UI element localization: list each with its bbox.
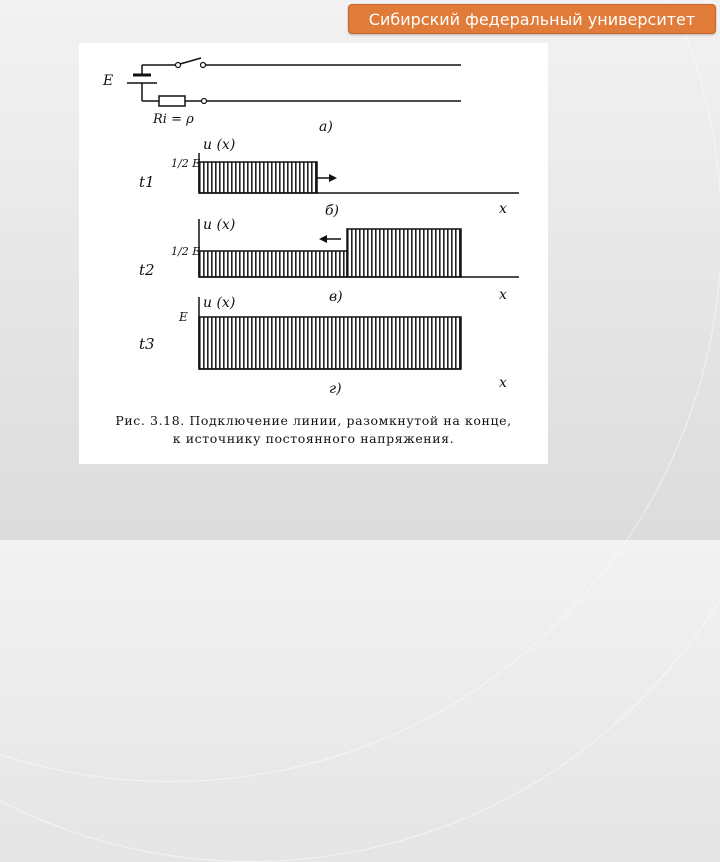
time-label: t3 bbox=[139, 335, 155, 353]
x-axis-label: x bbox=[499, 375, 507, 391]
time-label: t2 bbox=[139, 261, 155, 279]
figure-caption-line2: к источнику постоянного напряжения. bbox=[172, 431, 455, 446]
level-label: E bbox=[179, 310, 188, 324]
resistor-label: Ri = ρ bbox=[153, 112, 194, 127]
panel-b bbox=[139, 137, 519, 219]
time-label: t1 bbox=[139, 173, 155, 191]
x-axis-label: x bbox=[499, 287, 507, 303]
level-label: 1/2 E bbox=[171, 245, 201, 258]
circuit-diagram bbox=[102, 58, 461, 135]
axis-label: u (x) bbox=[203, 217, 236, 233]
figure-diagram bbox=[79, 43, 548, 464]
source-label: E bbox=[103, 73, 114, 89]
panel-label: г) bbox=[329, 381, 342, 397]
header-title: Сибирский федеральный университет bbox=[348, 4, 716, 34]
level-label: 1/2 E bbox=[171, 157, 201, 170]
figure-scan bbox=[79, 43, 548, 464]
panel-d bbox=[139, 295, 507, 397]
panel-c bbox=[139, 217, 519, 305]
axis-label: u (x) bbox=[203, 137, 236, 153]
figure-caption-line1: Рис. 3.18. Подключение линии, разомкнутой на конце, bbox=[115, 413, 512, 428]
panel-label: в) bbox=[329, 289, 343, 305]
axis-label: u (x) bbox=[203, 295, 236, 311]
panel-label-a: а) bbox=[319, 119, 333, 135]
x-axis-label: x bbox=[499, 201, 507, 217]
panel-label: б) bbox=[325, 203, 340, 219]
